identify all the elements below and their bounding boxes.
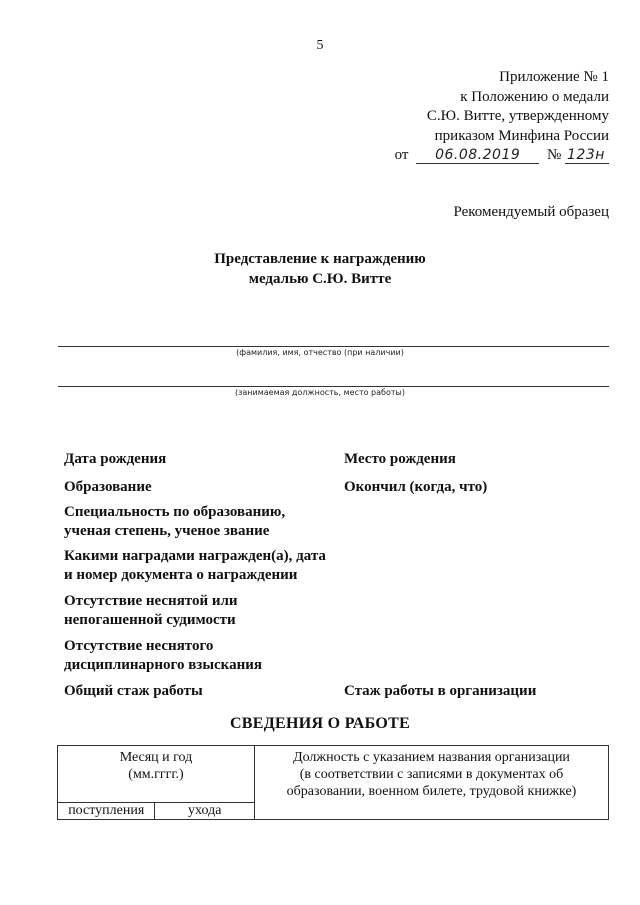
- full-name-line: [58, 346, 609, 347]
- order-reference: [395, 146, 609, 166]
- awards-line-2: и номер документа о награждении: [64, 567, 298, 583]
- order-number-handwritten: 123н: [565, 147, 609, 164]
- position-caption: (занимаемая должность, место работы): [235, 388, 405, 397]
- education-label: Образование: [64, 479, 152, 495]
- specialty-label: [64, 503, 285, 541]
- title-line-1: Представление к награждению: [214, 251, 426, 267]
- position-header: [255, 746, 609, 820]
- total-experience-label: Общий стаж работы: [64, 683, 203, 699]
- awards-line-1: Какими наградами награжден(а), дата: [64, 548, 326, 564]
- position-header-line-3: образовании, военном билете, трудовой книжке): [286, 784, 577, 799]
- order-date-handwritten: 06.08.2019: [416, 147, 539, 164]
- no-record-line-2: непогашенной судимости: [64, 612, 236, 628]
- no-penalty-line-2: дисциплинарного взыскания: [64, 657, 263, 673]
- from-label: от: [394, 147, 409, 163]
- month-year-line-1: Месяц и год: [119, 750, 193, 765]
- work-info-heading: СВЕДЕНИЯ О РАБОТЕ: [229, 715, 411, 732]
- position-header-line-2: (в соответствии с записями в документах об: [299, 767, 564, 782]
- full-name-caption: (фамилия, имя, отчество (при наличии): [236, 348, 404, 357]
- org-experience-label: Стаж работы в организации: [344, 683, 537, 699]
- month-year-line-2: (мм.гггг.): [128, 767, 184, 782]
- document-title: [0, 249, 640, 289]
- number-label: №: [546, 147, 562, 163]
- specialty-line-2: ученая степень, ученое звание: [64, 523, 270, 539]
- month-year-header: [58, 746, 255, 803]
- page-number: 5: [316, 38, 324, 53]
- appendix-line-2: к Положению о медали: [460, 88, 609, 105]
- recommended-sample-label: Рекомендуемый образец: [453, 204, 609, 220]
- table-header-row: [58, 746, 609, 803]
- position-line: [58, 386, 609, 387]
- no-disciplinary-penalty-label: [64, 637, 262, 675]
- work-history-table: [57, 745, 609, 820]
- specialty-line-1: Специальность по образованию,: [64, 504, 286, 520]
- no-criminal-record-label: [64, 592, 238, 630]
- graduated-label: Окончил (когда, что): [344, 479, 488, 495]
- appendix-line-3: С.Ю. Витте, утвержденному: [426, 108, 609, 124]
- position-header-line-1: Должность с указанием названия организации: [293, 750, 570, 765]
- end-subheader: ухода: [155, 803, 255, 820]
- no-penalty-line-1: Отсутствие неснятого: [64, 638, 214, 654]
- awards-label: [64, 547, 326, 585]
- start-subheader: поступления: [58, 803, 155, 820]
- appendix-line-4: приказом Минфина России: [434, 127, 609, 144]
- no-record-line-1: Отсутствие неснятой или: [64, 593, 238, 609]
- birth-date-label: Дата рождения: [64, 451, 167, 467]
- birth-place-label: Место рождения: [344, 451, 456, 467]
- title-line-2: медалью С.Ю. Витте: [248, 271, 392, 287]
- appendix-line-1: Приложение № 1: [499, 69, 609, 85]
- appendix-header: [395, 68, 609, 166]
